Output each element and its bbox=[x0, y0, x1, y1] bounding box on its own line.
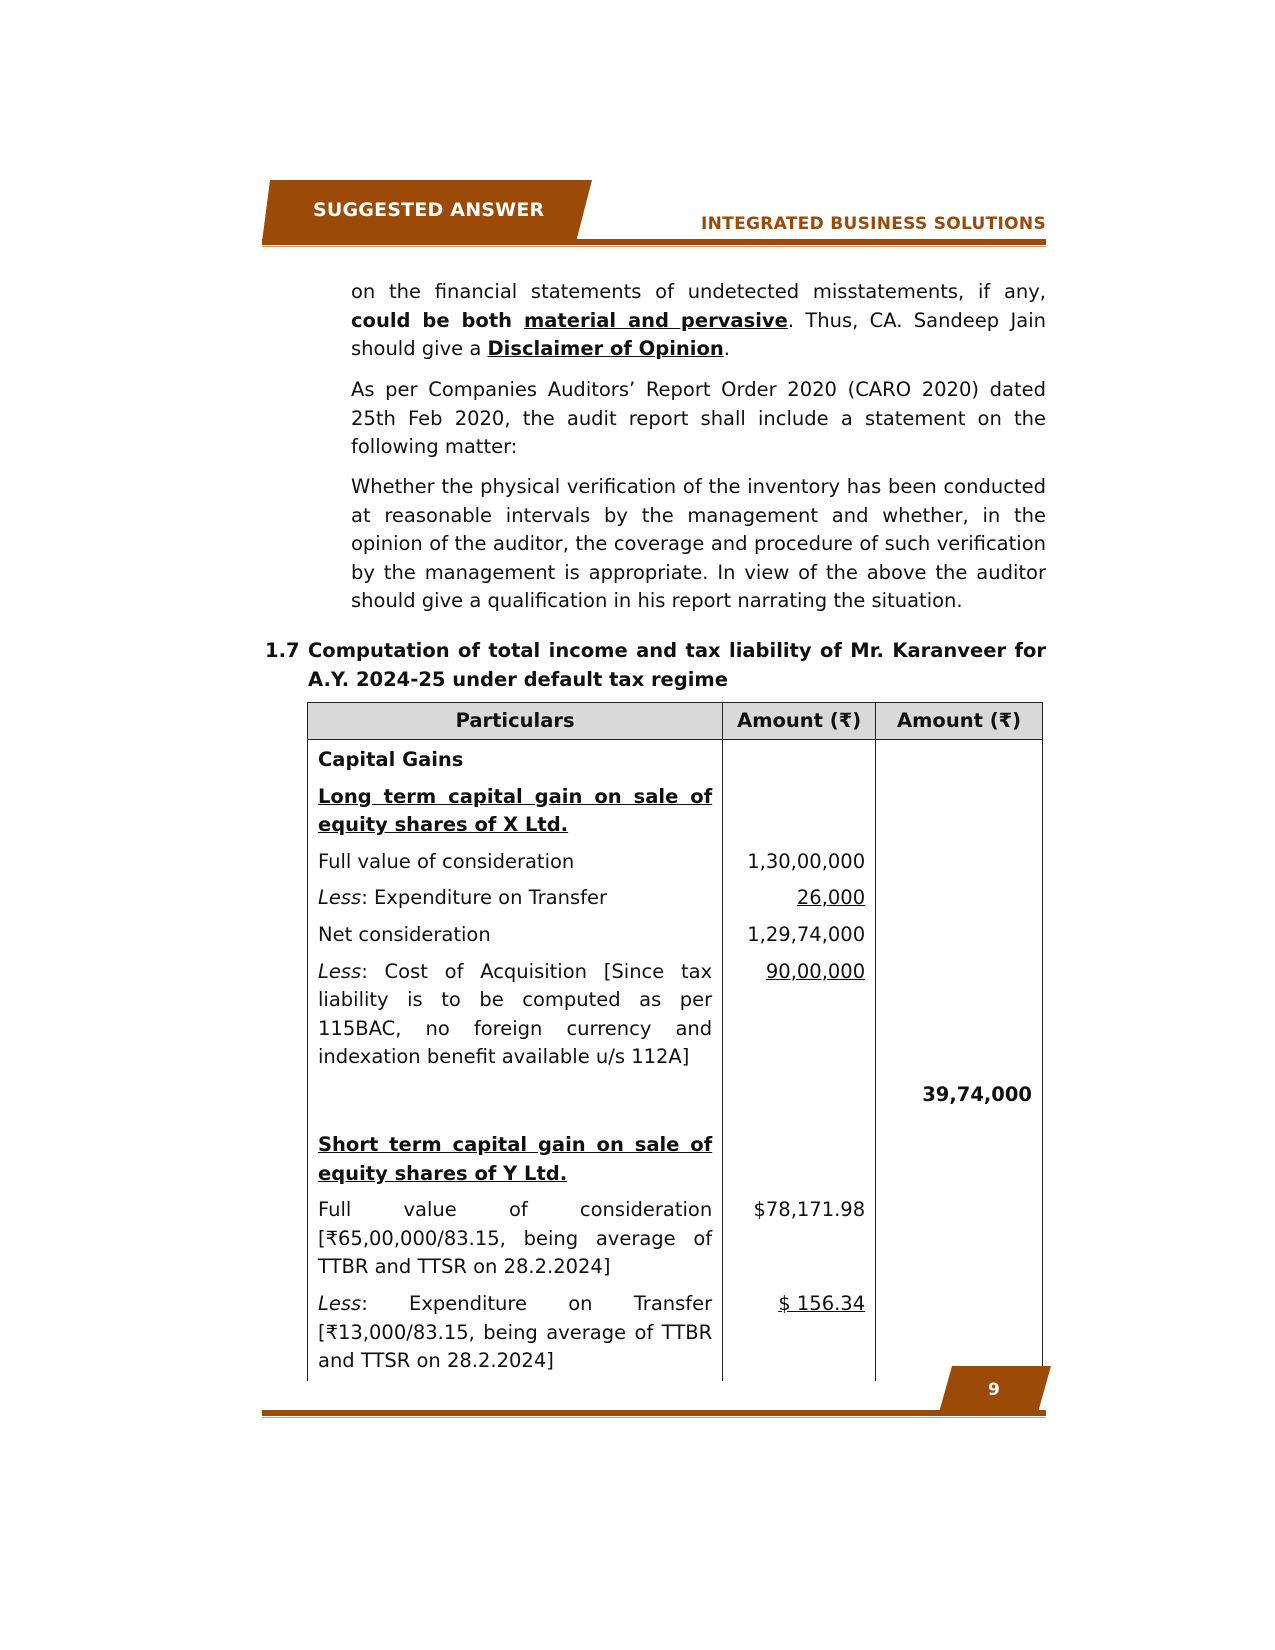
header-amount-1: Amount (₹) bbox=[723, 703, 876, 740]
stcg-expenditure-text: : Expenditure on Transfer [₹13,000/83.15, being average of TTBR and TTSR on 28.2.2024] bbox=[318, 1291, 713, 1373]
table-row bbox=[308, 780, 1043, 845]
table-row bbox=[308, 740, 1043, 780]
paragraph-caro: As per Companies Auditors’ Report Order 2020 (CARO 2020) dated 25th Feb 2020, the audit report shall include a statement on the following matter: bbox=[351, 378, 1046, 459]
page-number: 9 bbox=[988, 1380, 1000, 1400]
table-header-row bbox=[308, 703, 1043, 740]
para1-bold-a: could be both bbox=[351, 308, 524, 332]
less-label: Less bbox=[318, 959, 362, 983]
footer-rule bbox=[262, 1410, 1046, 1416]
header-rule bbox=[262, 239, 1046, 245]
ltcg-heading: Long term capital gain on sale of equity shares of X Ltd. bbox=[308, 780, 723, 845]
disclaimer-of-opinion: Disclaimer of Opinion bbox=[487, 337, 724, 361]
table-row bbox=[308, 845, 1043, 882]
table-row bbox=[308, 1077, 1043, 1115]
less-label: Less bbox=[318, 1291, 362, 1315]
publication-title: INTEGRATED BUSINESS SOLUTIONS bbox=[701, 214, 1046, 234]
table-row bbox=[308, 1115, 1043, 1193]
stcg-expenditure-row-label bbox=[308, 1287, 723, 1381]
stcg-fvc-label: Full value of consideration [₹65,00,000/83.15, being average of TTBR and TTSR on 28.2.2024] bbox=[308, 1193, 723, 1287]
coa-text: : Cost of Acquisition [Since tax liability is to be computed as per 115BAC, no foreign currency and indexation benefit available u/s 112A] bbox=[318, 959, 713, 1069]
header-amount-2: Amount (₹) bbox=[876, 703, 1043, 740]
table-row bbox=[308, 918, 1043, 955]
table-row bbox=[308, 881, 1043, 918]
expenditure-label: : Expenditure on Transfer bbox=[361, 886, 608, 910]
para1-text-b: . Thus, CA. Sandeep Jain should give a bbox=[351, 308, 1046, 361]
table-row bbox=[308, 955, 1043, 1077]
stcg-expenditure-amount: $ 156.34 bbox=[778, 1291, 866, 1315]
para1-text-c: . bbox=[723, 337, 730, 361]
question-number: 1.7 bbox=[265, 639, 300, 662]
question-title: Computation of total income and tax liability of Mr. Karanveer for A.Y. 2024-25 under default tax regime bbox=[308, 639, 1046, 691]
table-row bbox=[308, 1193, 1043, 1287]
cost-of-acquisition-label bbox=[308, 955, 723, 1077]
stcg-heading: Short term capital gain on sale of equity shares of Y Ltd. bbox=[308, 1115, 723, 1193]
net-consideration-amount: 1,29,74,000 bbox=[723, 918, 876, 955]
header-particulars: Particulars bbox=[308, 703, 723, 740]
paragraph-verification: Whether the physical verification of the inventory has been conducted at reasonable intervals by the management and whether, in the opinion of the auditor, the coverage and procedure of such verification by the management is appropriate. In view of the above the auditor should give a qualification in his report narrating the situation. bbox=[351, 475, 1046, 613]
fvc-label: Full value of consideration bbox=[308, 845, 723, 882]
para1-bold-underline: material and pervasive bbox=[523, 308, 788, 332]
header-tab-label: SUGGESTED ANSWER bbox=[313, 199, 545, 221]
less-label: Less bbox=[318, 886, 362, 910]
header-rule-thin bbox=[262, 246, 1046, 247]
stcg-fvc-amount: $78,171.98 bbox=[723, 1193, 876, 1287]
net-consideration-label: Net consideration bbox=[308, 918, 723, 955]
table-row bbox=[308, 1287, 1043, 1381]
capital-gains-label: Capital Gains bbox=[308, 740, 723, 780]
ltcg-total: 39,74,000 bbox=[876, 1077, 1043, 1115]
expenditure-row-label bbox=[308, 881, 723, 918]
paragraph-opinion bbox=[351, 278, 1046, 364]
footer-rule-thin bbox=[262, 1417, 1046, 1418]
fvc-amount: 1,30,00,000 bbox=[723, 845, 876, 882]
para1-text-a: on the financial statements of undetected misstatements, if any, bbox=[351, 280, 1046, 303]
expenditure-amount: 26,000 bbox=[796, 886, 866, 910]
cost-of-acquisition-amount: 90,00,000 bbox=[765, 959, 866, 983]
computation-table bbox=[307, 702, 1043, 1381]
